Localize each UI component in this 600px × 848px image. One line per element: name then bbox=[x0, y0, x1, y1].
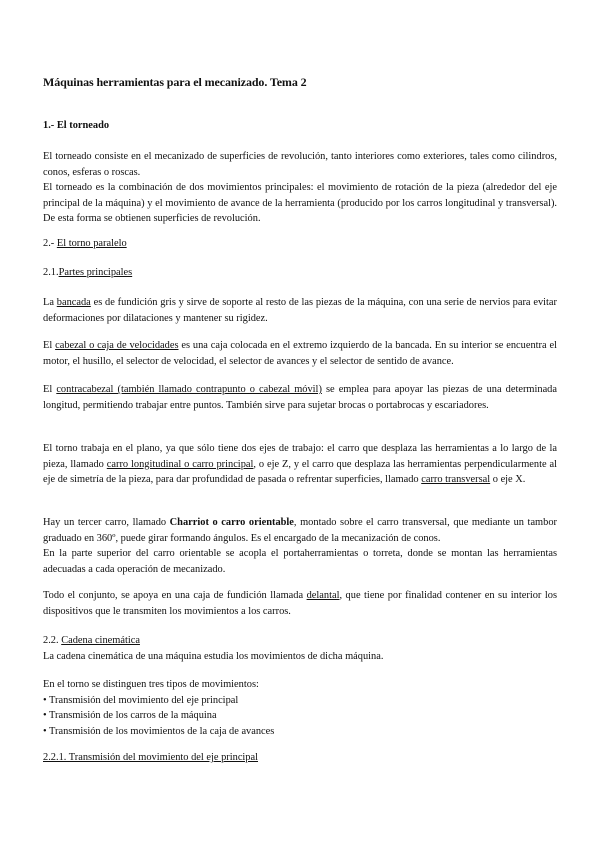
list-item: • Transmisión de los carros de la máquina bbox=[43, 710, 217, 722]
term-delantal: delantal bbox=[306, 590, 340, 601]
page-title: Máquinas herramientas para el mecanizado. Tema 2 bbox=[43, 75, 307, 89]
section-title-link: El torno paralelo bbox=[56, 238, 127, 249]
term-carro-transversal: carro transversal bbox=[421, 474, 491, 486]
charriot-line-2: En la parte superior del carro orientable se acopla el portaherramientas o torreta, donde se montan las herramientas adecuadas a cada operación de mecanizado. bbox=[43, 548, 557, 575]
text: El bbox=[43, 384, 57, 395]
text: , o eje Z, y el carro que desplaza las herramientas perpendicularmente al eje de simetría de la pieza, para dar profundidad de pasada o refrentar superficies, llamado bbox=[43, 458, 557, 486]
text: es una caja colocada en el extremo izquierdo de la bancada. En su interior se encuentra el motor, el husillo, el selector de velocidad, el selector de avances y el selector de sentido de avance. bbox=[43, 340, 557, 367]
subsection-title: 2.2.1. Transmisión del movimiento del eje principal bbox=[43, 752, 259, 763]
movement-types bbox=[43, 677, 557, 739]
text: Hay un tercer carro, llamado bbox=[43, 517, 170, 528]
text: Todo el conjunto, se apoya en una caja de fundición llamada bbox=[43, 590, 307, 601]
paragraph-contracabezal bbox=[43, 382, 557, 413]
term-contracabezal: contracabezal (también llamado contrapunto o cabezal móvil) bbox=[56, 384, 322, 395]
subsection-cadena-cinematica bbox=[43, 633, 557, 664]
text: La bbox=[43, 297, 57, 308]
paragraph-charriot bbox=[43, 515, 557, 577]
paragraph-cabezal bbox=[43, 338, 557, 369]
text: o eje X. bbox=[490, 474, 526, 486]
subsection-heading-partes bbox=[43, 265, 557, 281]
text: El bbox=[43, 340, 56, 351]
term-charriot: Charriot o carro orientable bbox=[169, 517, 294, 528]
subsection-heading-cadena bbox=[43, 633, 557, 649]
cadena-description: La cadena cinemática de una máquina estudia los movimientos de dicha máquina. bbox=[43, 650, 384, 662]
text: es de fundición gris y sirve de soporte al resto de las piezas de la máquina, con una serie de nervios para evitar deformaciones por dilataciones y mantener su rigidez. bbox=[43, 297, 557, 324]
intro-line-2: El torneado es la combinación de dos movimientos principales: el movimiento de rotación de la pieza (alrededor del eje principal de la máquina) y el movimiento de avance de la herramienta (producido por los carros longitudinal y transversal). De esta forma se obtienen superficies de revolución. bbox=[43, 182, 557, 225]
subsection-title: Cadena cinemática bbox=[61, 635, 140, 646]
section-heading-torno-paralelo bbox=[43, 236, 557, 252]
types-intro: En el torno se distinguen tres tipos de movimientos: bbox=[43, 679, 259, 690]
charriot-line-1 bbox=[43, 515, 557, 546]
term-cabezal: cabezal o caja de velocidades bbox=[55, 340, 179, 351]
subsection-heading-transmision bbox=[43, 750, 557, 766]
text: , que tiene por finalidad contener en su interior los dispositivos que le transmiten los movimientos a los carros. bbox=[43, 590, 557, 617]
section-number: 2.- bbox=[43, 238, 57, 249]
list-item: • Transmisión del movimiento del eje principal bbox=[43, 694, 239, 706]
paragraph-delantal bbox=[43, 588, 557, 619]
intro-line-1: El torneado consiste en el mecanizado de superficies de revolución, tanto interiores como exteriores, tales como cilindros, conos, esferas o roscas. bbox=[43, 151, 557, 178]
text: El torno trabaja en el plano, ya que sólo tiene dos ejes de trabajo: el carro que desplaza las herramientas a lo largo de la pieza, llamado bbox=[43, 443, 557, 470]
text: , montado sobre el carro transversal, que mediante un tambor graduado en 360º, puede girar formando ángulos. Es el encargado de la mecanización de conos. bbox=[43, 517, 557, 544]
paragraph-bancada bbox=[43, 295, 557, 326]
term-carro-longitudinal: carro longitudinal o carro principal bbox=[106, 458, 254, 470]
list-item: • Transmisión de los movimientos de la caja de avances bbox=[43, 725, 275, 737]
paragraph-carros bbox=[43, 441, 557, 488]
term-bancada: bancada bbox=[56, 297, 91, 308]
subsection-title: Partes principales bbox=[58, 267, 133, 278]
subsection-number: 2.2. bbox=[43, 635, 62, 646]
section-heading-torneado: 1.- El torneado bbox=[43, 120, 110, 131]
text: se emplea para apoyar las piezas de una determinada longitud, permitiendo trabajar entre puntos. También sirve para sujetar brocas o portabrocas y escariadores. bbox=[43, 384, 557, 411]
intro-paragraph bbox=[43, 149, 557, 227]
subsection-number: 2.1. bbox=[43, 267, 59, 278]
